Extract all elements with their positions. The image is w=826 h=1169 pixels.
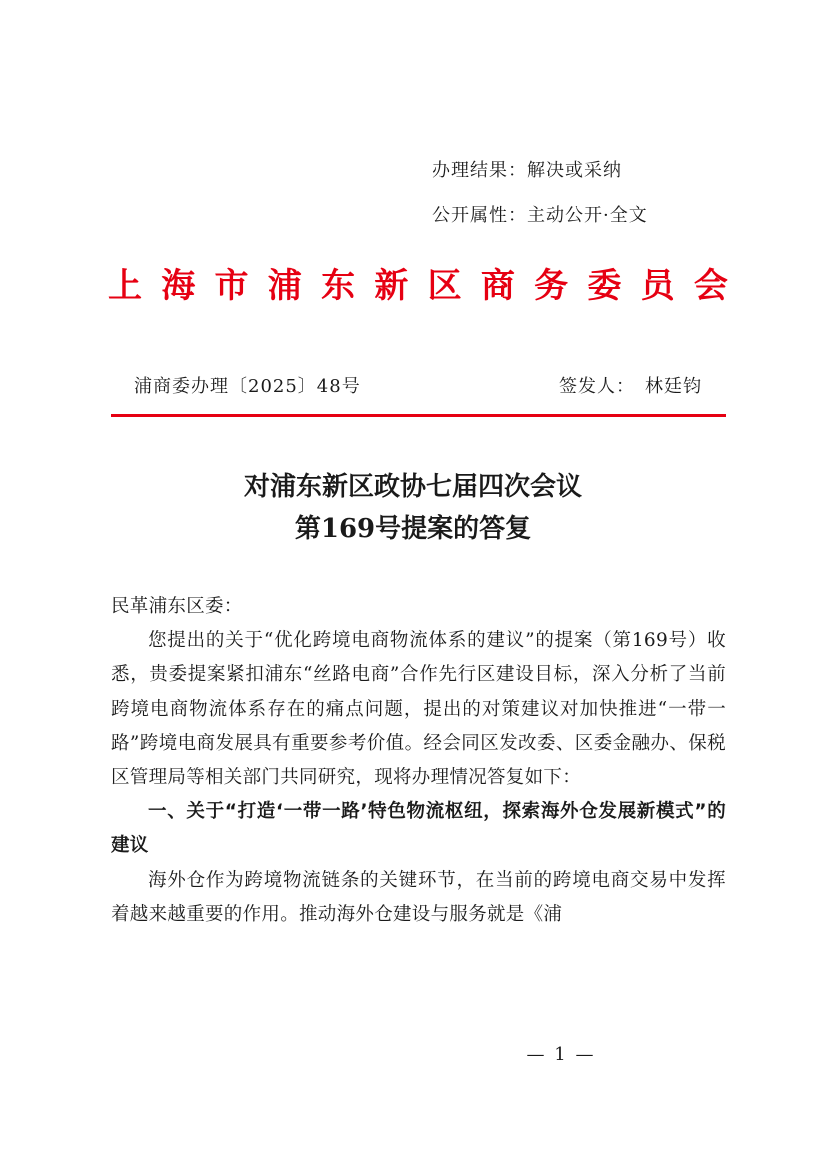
org-char: 员 [640,266,675,306]
section-heading: 一、关于“打造‘一带一路’特色物流枢纽，探索海外仓发展新模式”的建议 [111,801,726,857]
title-line-1: 对浦东新区政协七届四次会议 [243,472,582,502]
org-char: 东 [321,266,356,306]
handling-result-label: 办理结果：解决或采纳 [432,160,622,181]
signer [559,372,702,398]
issuing-organization-header [108,261,728,311]
signer-name: 林廷钧 [645,376,702,397]
page-number: — 1 — [526,1044,596,1065]
org-char: 商 [480,266,515,306]
salutation: 民革浦东区委： [111,596,243,617]
document-body [111,590,726,932]
disclosure-attribute-label: 公开属性：主动公开·全文 [432,205,648,226]
red-divider-line [111,414,726,417]
document-title [0,466,826,550]
body-paragraph: 海外仓作为跨境物流链条的关键环节，在当前的跨境电商交易中发挥着越来越重要的作用。推动海外仓建设与服务就是《浦 [111,869,726,925]
org-char: 浦 [267,266,302,306]
signer-label: 签发人： [559,376,635,397]
org-char: 务 [534,266,569,306]
document-number: 浦商委办理〔2025〕48号 [134,376,361,397]
document-number-row [134,372,702,398]
org-char: 上 [108,266,142,306]
org-char: 市 [214,266,249,306]
org-char: 新 [374,266,409,306]
title-line-2: 第169号提案的答复 [294,514,532,544]
org-char: 海 [161,266,196,306]
org-char: 会 [693,266,728,306]
org-char: 委 [587,266,622,306]
body-paragraph: 您提出的关于“优化跨境电商物流体系的建议”的提案（第169号）收悉，贵委提案紧扣浦东“丝路电商”合作先行区建设目标，深入分析了当前跨境电商物流体系存在的痛点问题，提出的对策建议对加快推进“一带一路”跨境电商发展具有重要参考价值。经会同区发改委、区委金融办、保税区管理局等相关部门共同研究，现将办理情况答复如下： [111,630,726,789]
org-char: 区 [427,266,462,306]
